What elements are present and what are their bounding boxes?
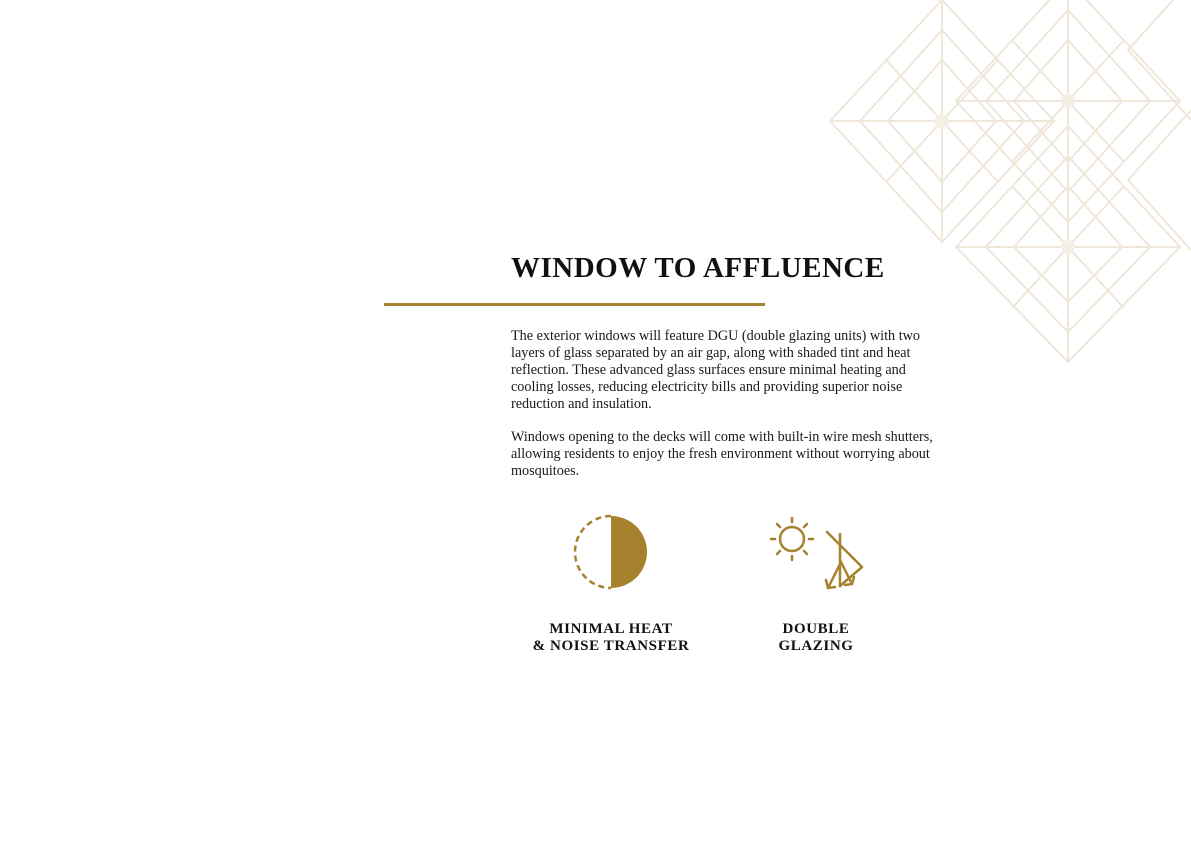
paragraph-mesh-shutters: Windows opening to the decks will come with built-in wire mesh shutters, allowing residents to enjoy the fresh environment without worrying about mosquitoes.	[511, 429, 933, 479]
feature-double-glazing	[740, 512, 892, 655]
page-title: WINDOW TO AFFLUENCE	[511, 252, 885, 284]
half-circle-icon	[571, 512, 651, 592]
feature-minimal-heat	[520, 512, 702, 655]
decorative-lattice-pattern	[828, 0, 1191, 365]
feature-label: DOUBLE GLAZING	[778, 621, 854, 654]
sun-glazing-icon	[766, 512, 866, 592]
body-copy	[511, 328, 936, 496]
gold-divider	[384, 303, 765, 306]
feature-label: MINIMAL HEAT & NOISE TRANSFER	[532, 621, 690, 654]
paragraph-dgu: The exterior windows will feature DGU (double glazing units) with two layers of glass separated by an air gap, along with shaded tint and heat reflection. These advanced glass surfaces ensure minimal heating and cooling losses, reducing electricity bills and providing superior noise reduction and insulation.	[511, 328, 920, 412]
